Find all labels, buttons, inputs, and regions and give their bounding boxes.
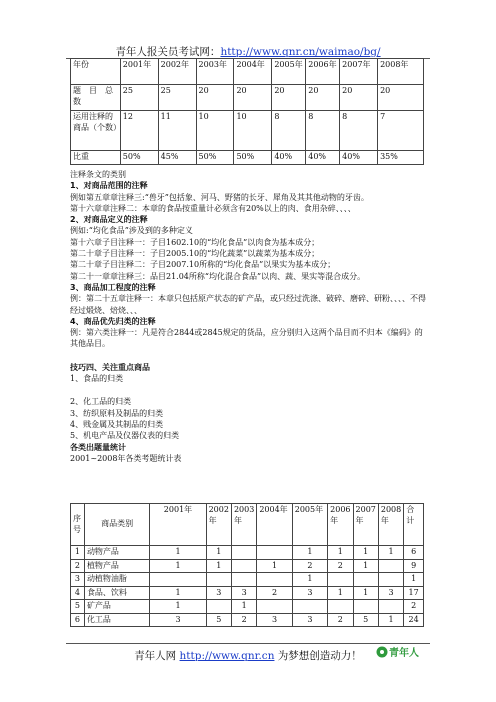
- table2-header: 2002年: [206, 504, 231, 546]
- stats-heading: 各类出题量统计: [70, 442, 126, 452]
- footer-slogan: 为梦想创造动力！: [277, 650, 362, 662]
- table2-cell: 4: [71, 586, 85, 600]
- table2-cell: [353, 600, 378, 614]
- annotation-stats-table: [70, 58, 424, 165]
- table1-cell: 50%: [234, 151, 272, 165]
- table1-cell: 比重: [71, 151, 121, 165]
- table1-cell: 20: [234, 85, 272, 111]
- body-line: 第二十章子目注释一：子目2005.10的“均化蔬菜”以蔬菜为基本成分；: [70, 249, 320, 259]
- table2-cell: 植物产品: [84, 559, 149, 573]
- table-row: [71, 85, 424, 111]
- table1-cell: 12: [120, 111, 158, 151]
- table2-cell: 食品、饮料: [84, 586, 149, 600]
- table2-cell: 1: [71, 546, 85, 560]
- document-body: [70, 169, 430, 464]
- table2-cell: [231, 559, 256, 573]
- table2-header: 商品类别: [84, 504, 149, 546]
- table1-header: 2006年: [306, 59, 340, 85]
- tip-item: 2、化工品的归类: [70, 397, 132, 407]
- logo-text: 青年人: [389, 648, 419, 659]
- table2-cell: 1: [150, 600, 206, 614]
- table1-cell: 8: [306, 111, 340, 151]
- table2-cell: 1: [206, 546, 231, 560]
- table1-header: 年份: [71, 59, 121, 85]
- table1-cell: 10: [234, 111, 272, 151]
- body-paragraph: 例：第二十五章注释一：本章只包括原产状态的矿产品，或只经过洗涤、破碎、磨碎、研粉、、、、不得经过煅烧、焙烧、、、: [70, 294, 426, 315]
- table-row: [71, 559, 424, 573]
- table2-cell: [328, 573, 353, 587]
- table2-cell: 1: [292, 546, 327, 560]
- table2-cell: 3: [231, 586, 256, 600]
- table2-cell: [378, 573, 403, 587]
- table1-header-row: [71, 59, 424, 85]
- category-stats-table: [70, 503, 424, 627]
- table1-cell: 45%: [158, 151, 196, 165]
- table2-cell: 1: [404, 573, 424, 587]
- table1-cell: 运用注释的商品（个数）: [71, 111, 121, 151]
- table2-cell: 1: [231, 600, 256, 614]
- table-row: [71, 151, 424, 165]
- header-link[interactable]: http://www.qnr.cn/waimao/bg/: [220, 46, 381, 58]
- table1-cell: 20: [272, 85, 306, 111]
- table2-cell: 1: [353, 559, 378, 573]
- table2-cell: 1: [206, 559, 231, 573]
- table1-header: 2005年: [272, 59, 306, 85]
- table2-cell: 矿产品: [84, 600, 149, 614]
- table-row: [71, 613, 424, 627]
- table2-cell: [206, 573, 231, 587]
- table1-header: 2008年: [378, 59, 424, 85]
- table2-cell: [378, 600, 403, 614]
- table2-cell: 5: [353, 613, 378, 627]
- table-row: [71, 546, 424, 560]
- table2-cell: 9: [404, 559, 424, 573]
- table2-cell: 动物产品: [84, 546, 149, 560]
- table2-cell: 2: [404, 600, 424, 614]
- table1-cell: 8: [272, 111, 306, 151]
- table2-cell: [378, 559, 403, 573]
- table2-cell: 1: [378, 613, 403, 627]
- stats-subtitle: 2001~2008年各类考题统计表: [70, 453, 182, 463]
- table2-header: 2008年: [378, 504, 403, 546]
- tip-item: 5、机电产品及仪器仪表的归类: [70, 431, 180, 441]
- body-line: 第二十章子目注释二：子目2007.10所称的“均化食品”以果实为基本成分；: [70, 260, 336, 270]
- table1-cell: 7: [378, 111, 424, 151]
- table2-header: 2006年: [328, 504, 353, 546]
- table2-cell: 1: [378, 546, 403, 560]
- table1-header: 2007年: [340, 59, 378, 85]
- table2-cell: 2: [292, 559, 327, 573]
- table2-cell: [292, 600, 327, 614]
- table1-cell: 50%: [196, 151, 234, 165]
- table2-cell: 1: [150, 546, 206, 560]
- table2-cell: 3: [292, 586, 327, 600]
- tip-item: 3、纺织原料及制品的归类: [70, 408, 164, 418]
- body-line: 第十六章子目注释一：子目1602.10的“均化食品”以肉食为基本成分；: [70, 237, 320, 247]
- table2-cell: 1: [150, 559, 206, 573]
- tip-item: 4、贱金属及其制品的归类: [70, 419, 164, 429]
- site-logo-icon: [376, 644, 424, 660]
- table2-header-row: [71, 504, 424, 546]
- table2-cell: 6: [71, 613, 85, 627]
- body-line: 第十六章章注释二：本章的食品按重量计必须含有20%以上的肉、食用杂碎、、、、: [70, 203, 356, 213]
- footer-link[interactable]: http://www.qnr.cn: [179, 650, 275, 662]
- table2-cell: 3: [292, 613, 327, 627]
- table2-header: 2001年: [150, 504, 206, 546]
- table2-cell: [257, 546, 292, 560]
- table2-cell: [353, 573, 378, 587]
- table2-header: 2007年: [353, 504, 378, 546]
- table2-header: 2004年: [257, 504, 292, 546]
- intro-line: 注释条文的类别: [70, 170, 126, 179]
- table2-cell: 3: [257, 613, 292, 627]
- table-row: [71, 600, 424, 614]
- table2-cell: 5: [71, 600, 85, 614]
- table2-header: 序号: [71, 504, 85, 546]
- table2-header: 2005年: [292, 504, 327, 546]
- table2-cell: 1: [150, 586, 206, 600]
- table2-cell: 1: [328, 586, 353, 600]
- table2-cell: [231, 573, 256, 587]
- table1-cell: 20: [306, 85, 340, 111]
- table2-cell: 1: [353, 546, 378, 560]
- table2-cell: 2: [231, 613, 256, 627]
- table1-cell: 50%: [120, 151, 158, 165]
- table1-cell: 8: [340, 111, 378, 151]
- table2-cell: 化工品: [84, 613, 149, 627]
- table2-cell: [257, 573, 292, 587]
- body-paragraph: 例：第六类注释一：凡是符合2844或2845规定的货品，应分别归入这两个品目而不归本《编码》的其他品目。: [70, 328, 423, 349]
- table2-cell: 2: [71, 559, 85, 573]
- table2-cell: 3: [71, 573, 85, 587]
- table1-cell: 20: [340, 85, 378, 111]
- table2-cell: 动植物油脂: [84, 573, 149, 587]
- table2-cell: 2: [257, 586, 292, 600]
- tip-heading: 技巧四、关注重点商品: [70, 362, 150, 372]
- section-heading: 4、商品优先归类的注释: [70, 316, 156, 326]
- table1-cell: 题 目 总 数: [71, 85, 121, 111]
- table2-cell: 17: [404, 586, 424, 600]
- table1-cell: 10: [196, 111, 234, 151]
- table-row: [71, 111, 424, 151]
- body-line: 第二十一章章注释三：品目21.04所称“均化混合食品”以肉、蔬、果实等混合成分。: [70, 271, 366, 281]
- table2-cell: 3: [150, 613, 206, 627]
- table1-cell: 35%: [378, 151, 424, 165]
- body-line: 例如:“均化食品”涉及到的多种定义: [70, 226, 193, 236]
- table-row: [71, 573, 424, 587]
- table2-cell: [231, 546, 256, 560]
- table2-header: 2003年: [231, 504, 256, 546]
- table1-cell: 40%: [272, 151, 306, 165]
- table2-cell: [328, 600, 353, 614]
- header-prefix: 青年人报关员考试网：: [115, 46, 221, 58]
- table1-cell: 11: [158, 111, 196, 151]
- table2-cell: 2: [328, 613, 353, 627]
- table2-header: 合计: [404, 504, 424, 546]
- table2-cell: 3: [206, 586, 231, 600]
- table1-cell: 40%: [340, 151, 378, 165]
- table2-cell: 5: [206, 613, 231, 627]
- table1-cell: 20: [378, 85, 424, 111]
- table1-header: 2001年: [120, 59, 158, 85]
- table2-cell: 6: [404, 546, 424, 560]
- body-line: 例如第五章章注释三:“兽牙”包括象、河马、野猪的长牙、犀角及其其他动物的牙齿。: [70, 192, 369, 202]
- table1-cell: 40%: [306, 151, 340, 165]
- table1-header: 2002年: [158, 59, 196, 85]
- section-heading: 3、商品加工程度的注释: [70, 282, 156, 292]
- page-header: [0, 44, 496, 59]
- table-row: [71, 586, 424, 600]
- section-heading: 2、对商品定义的注释: [70, 215, 148, 225]
- table2-cell: 3: [378, 586, 403, 600]
- footer-prefix: 青年人网: [134, 650, 177, 662]
- section-heading: 1、对商品范围的注释: [70, 181, 148, 191]
- table2-cell: 24: [404, 613, 424, 627]
- table2-cell: 1: [353, 586, 378, 600]
- table1-header: 2003年: [196, 59, 234, 85]
- table2-cell: 1: [292, 573, 327, 587]
- table1-cell: 25: [158, 85, 196, 111]
- table2-cell: 1: [328, 546, 353, 560]
- table1-cell: 25: [120, 85, 158, 111]
- table1-cell: 20: [196, 85, 234, 111]
- table2-cell: [206, 600, 231, 614]
- table2-cell: 1: [257, 559, 292, 573]
- table2-cell: [150, 573, 206, 587]
- table2-cell: 2: [328, 559, 353, 573]
- table1-header: 2004年: [234, 59, 272, 85]
- tip-item: 1、食品的归类: [70, 374, 124, 384]
- table2-cell: [257, 600, 292, 614]
